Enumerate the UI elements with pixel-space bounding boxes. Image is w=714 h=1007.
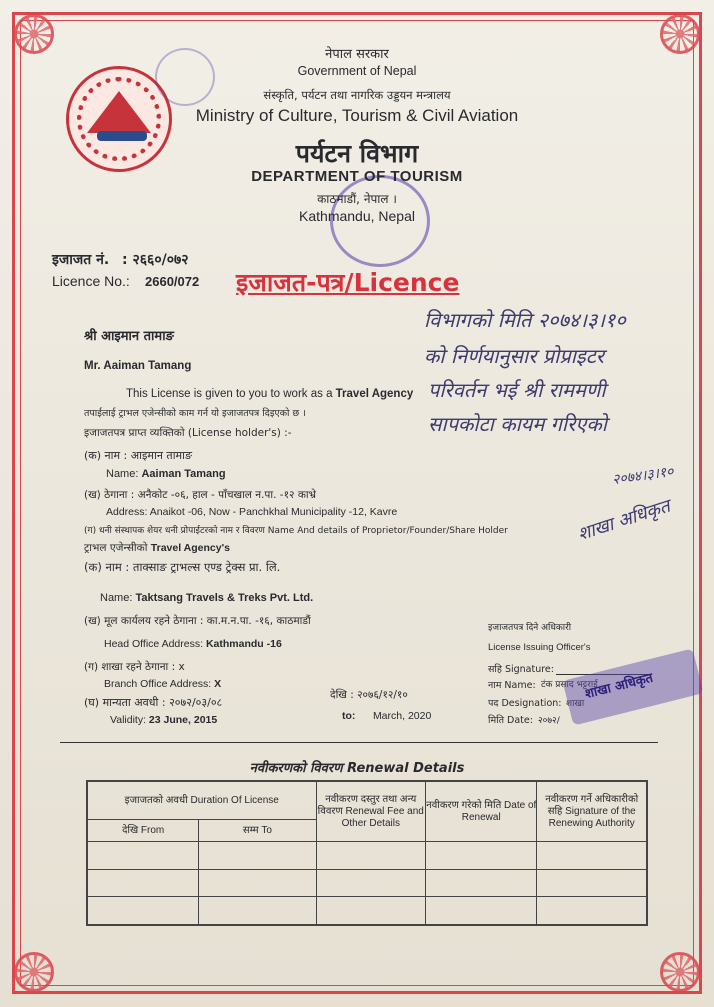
en-department-title: DEPARTMENT OF TOURISM [251,168,463,185]
np-ministry: संस्कृति, पर्यटन तथा नागरिक उड्डयन मन्त्रालय [263,88,451,102]
handwritten-line-1: विभागको मिति २०७४।३।१० [424,308,626,332]
np-branch-office: (ग) शाखा रहने ठेगाना : x [84,661,185,673]
handwritten-role: शाखा अधिकृत [575,495,673,546]
handwritten-line-4: सापकोटा कायम गरिएको [428,412,607,436]
en-place: Kathmandu, Nepal [299,208,415,224]
officer-name-label: नाम Name: [488,680,536,691]
proprietor-heading: (ग) धनी संस्थापक शेयर धनी प्रोपाईटरको नाम र विवरण Name And details of Proprietor/Founder/Share Holder [84,526,508,536]
np-address-field: (ख) ठेगाना : अनैकोट -०६, हाल - पाँचखाल न.पा. -१२ काभ्रे [84,489,316,501]
officer-designation-label: पद Designation: [488,698,562,709]
en-branch-office: Branch Office Address: X [104,678,222,690]
officer-signature-label: सहि Signature: [488,664,554,675]
renewal-title: नवीकरणको विवरण Renewal Details [249,761,465,776]
en-address-field: Address: Anaikot -06, Now - Panchkhal Municipality -12, Kavre [106,506,398,518]
holders-heading: इजाजतपत्र प्राप्त व्यक्तिको (License holder's) :- [84,427,292,439]
np-holder-name: श्री आइमान तामाङ [84,329,174,344]
officer-stamp-text: शाखा अधिकृत [583,670,655,703]
np-name-field: (क) नाम : आइमान तामाङ [84,449,192,462]
en-licence-value: 2660/072 [145,274,200,289]
corner-ornament-icon [660,952,700,992]
en-validity: Validity: 23 June, 2015 [110,714,218,726]
handwritten-line-2: को निर्णयानुसार प्रोप्राइटर [424,344,604,368]
np-government: नेपाल सरकार [325,47,389,62]
np-licence-label: इजाजत नं. [52,252,110,268]
officer-date-value: २०७२/ [538,716,560,726]
table-row [88,897,647,925]
table-row [88,842,647,870]
en-licence-label: Licence No.: [52,273,130,289]
np-given-text: तपाईलाई ट्राभल एजेन्सीको काम गर्न यो इजाजतपत्र दिइएको छ । [84,408,306,419]
en-validity-to: to: March, 2020 [342,710,432,722]
handwritten-date: २०७४।३।१० [611,463,675,489]
np-validity: (घ) मान्यता अवधी : २०७२/०३/०८ [84,696,223,709]
corner-ornament-icon [14,952,54,992]
en-head-office: Head Office Address: Kathmandu -16 [104,638,282,650]
col-renewal-signature: नवीकरण गर्ने अधिकारीको सहि Signature of the Renewing Authority [537,782,647,842]
col-renewal-date: नवीकरण गरेको मिति Date of Renewal [426,782,537,842]
en-name-field: Name: Aaiman Tamang [106,468,226,480]
en-ministry: Ministry of Culture, Tourism & Civil Aviation [195,106,519,125]
col-duration: इजाजतको अवधी Duration Of License [88,782,317,820]
officer-date-label: मिति Date: [488,715,533,726]
col-to: सम्म To [199,820,316,842]
en-agency-name: Name: Taktsang Travels & Treks Pvt. Ltd. [100,592,314,604]
np-head-office: (ख) मूल कार्यलय रहने ठेगाना : का.म.न.पा. -१६, काठमाडौं [84,615,311,627]
handwritten-line-3: परिवर्तन भई श्री राममणी [428,378,606,402]
np-department-title: पर्यटन विभाग [295,139,419,168]
col-renewal-fee: नवीकरण दस्तुर तथा अन्य विवरण Renewal Fee and Other Details [316,782,425,842]
agency-heading: ट्राभल एजेन्सीको Travel Agency's [84,542,230,554]
officer-name-value: टंक प्रसाद भट्टराई [541,680,598,690]
np-agency-name: (क) नाम : ताक्साङ ट्राभल्स एण्ड ट्रेक्स प्रा. लि. [84,560,281,574]
officer-en-title: License Issuing Officer's [488,642,591,653]
table-row [88,869,647,897]
officer-np-title: इजाजतपत्र दिने अधिकारी [488,623,572,633]
officer-designation-value: शाखा [566,699,585,709]
en-government: Government of Nepal [297,64,417,78]
np-licence-value: : २६६०/०७२ [122,252,189,268]
licence-title: इजाजत-पत्र/Licence [236,268,460,297]
np-place: काठमाडौं, नेपाल । [317,192,397,206]
np-validity-to: देखि : २०७६/१२/१० [330,689,408,701]
en-holder-name: Mr. Aaiman Tamang [84,360,192,372]
renewal-table [86,780,648,926]
col-from: देखि From [88,820,199,842]
given-text: This License is given to you to work as a Travel Agency [126,388,414,400]
divider-line [60,742,658,743]
